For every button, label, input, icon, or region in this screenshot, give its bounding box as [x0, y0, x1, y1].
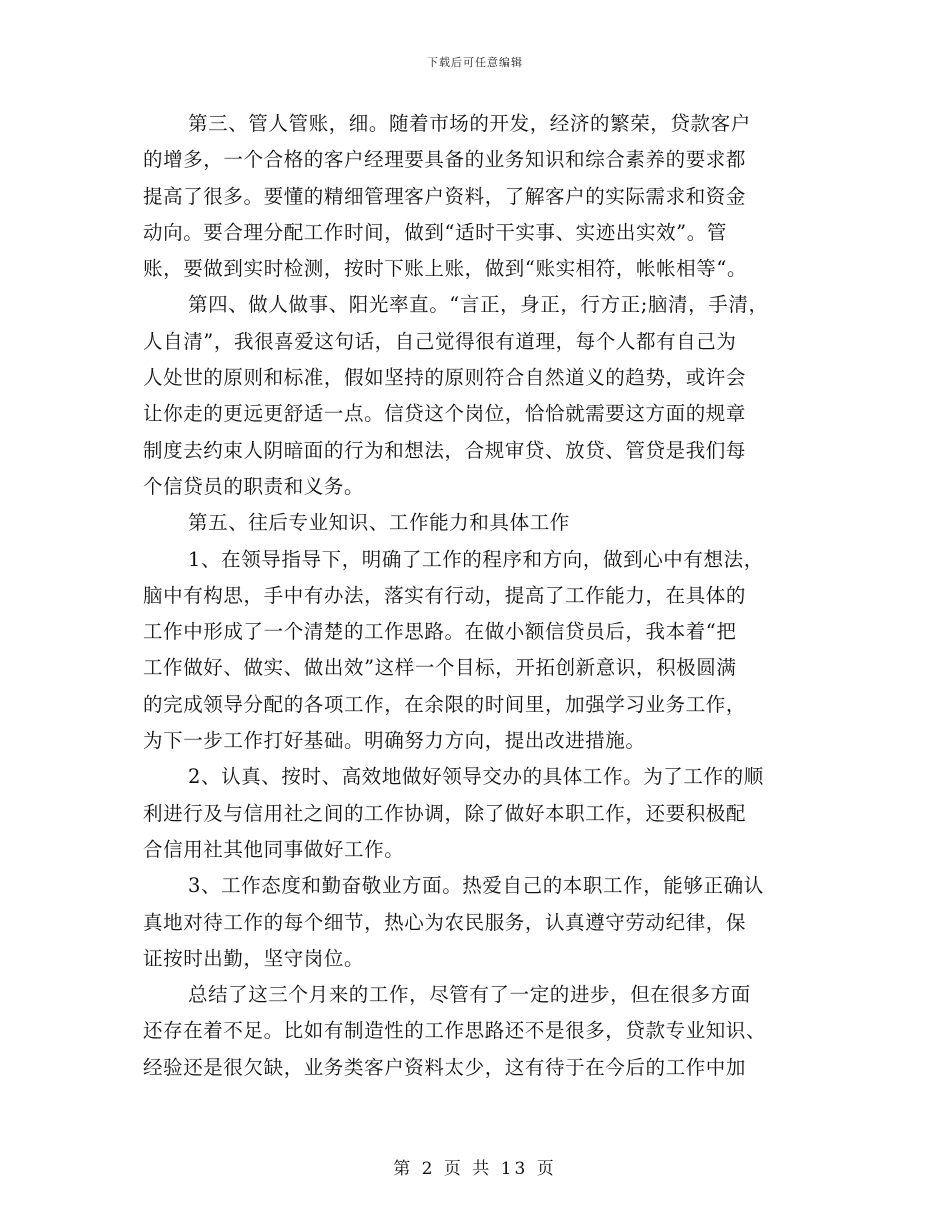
document-body — [143, 106, 833, 1086]
text-line: 个信贷员的职责和义务。 — [143, 474, 365, 498]
text-line: 2、认真、按时、高效地做好领导交办的具体工作。为了工作的顺 — [188, 765, 764, 789]
text-line: 第三、管人管账，细。随着市场的开发，经济的繁荣，贷款客户 — [188, 112, 751, 135]
text-line: 利进行及与信用社之间的工作协调，除了做好本职工作，还要积极配 — [143, 801, 747, 825]
text-line: 工作中形成了一个清楚的工作思路。在做小额信贷员后，我本着“把 — [143, 620, 737, 644]
text-line: 动向。要合理分配工作时间，做到“适时干实事、实迹出实效”。管 — [143, 220, 727, 244]
text-line: 真地对待工作的每个细节，热心为农民服务，认真遵守劳动纪律，保 — [143, 910, 747, 934]
text-line: 人处世的原则和标准，假如坚持的原则符合自然道义的趋势，或许会 — [143, 366, 747, 390]
text-line: 人自清”，我很喜爱这句话，自己觉得很有道理，每个人都有自己为 — [143, 329, 737, 353]
page-header: 下载后可任意编辑 — [427, 56, 523, 69]
text-line: 的增多，一个合格的客户经理要具备的业务知识和综合素养的要求都 — [143, 148, 747, 172]
text-line: 制度去约束人阴暗面的行为和想法，合规审贷、放贷、管贷是我们每 — [143, 438, 747, 462]
text-line: 第四、做人做事、阳光率直。“言正，身正，行方正;脑清，手清， — [188, 293, 769, 317]
text-line: 经验还是很欠缺，业务类客户资料太少，这有待于在今后的工作中加 — [143, 1055, 747, 1079]
text-line: 让你走的更远更舒适一点。信贷这个岗位，恰恰就需要这方面的规章 — [143, 402, 747, 426]
text-line: 为下一步工作打好基础。明确努力方向，提出改进措施。 — [143, 729, 646, 753]
text-line: 账，要做到实时检测，按时下账上账，做到“账实相符，帐帐相等“。 — [143, 257, 748, 281]
text-line: 的完成领导分配的各项工作，在余限的时间里，加强学习业务工作， — [143, 692, 747, 716]
text-line: 总结了这三个月来的工作，尽管有了一定的进步，但在很多方面 — [188, 983, 751, 1007]
text-line: 第五、往后专业知识、工作能力和具体工作 — [188, 511, 570, 535]
text-line: 提高了很多。要懂的精细管理客户资料，了解客户的实际需求和资金 — [143, 184, 747, 208]
text-line: 工作做好、做实、做出效”这样一个目标，开拓创新意识，积极圆满 — [143, 656, 737, 680]
text-line: 合信用社其他同事做好工作。 — [143, 837, 405, 861]
text-line: 脑中有构思，手中有办法，落实有行动，提高了工作能力，在具体的 — [143, 583, 747, 607]
text-line: 1、在领导指导下，明确了工作的程序和方向，做到心中有想法， — [188, 547, 764, 571]
text-line: 证按时出勤，坚守岗位。 — [143, 946, 365, 970]
text-line: 3、工作态度和勤奋敬业方面。热爱自己的本职工作，能够正确认 — [188, 874, 764, 898]
text-line: 还存在着不足。比如有制造性的工作思路还不是很多，贷款专业知识、 — [143, 1019, 767, 1043]
page-number: 第 2 页 共 13 页 — [393, 1159, 557, 1179]
